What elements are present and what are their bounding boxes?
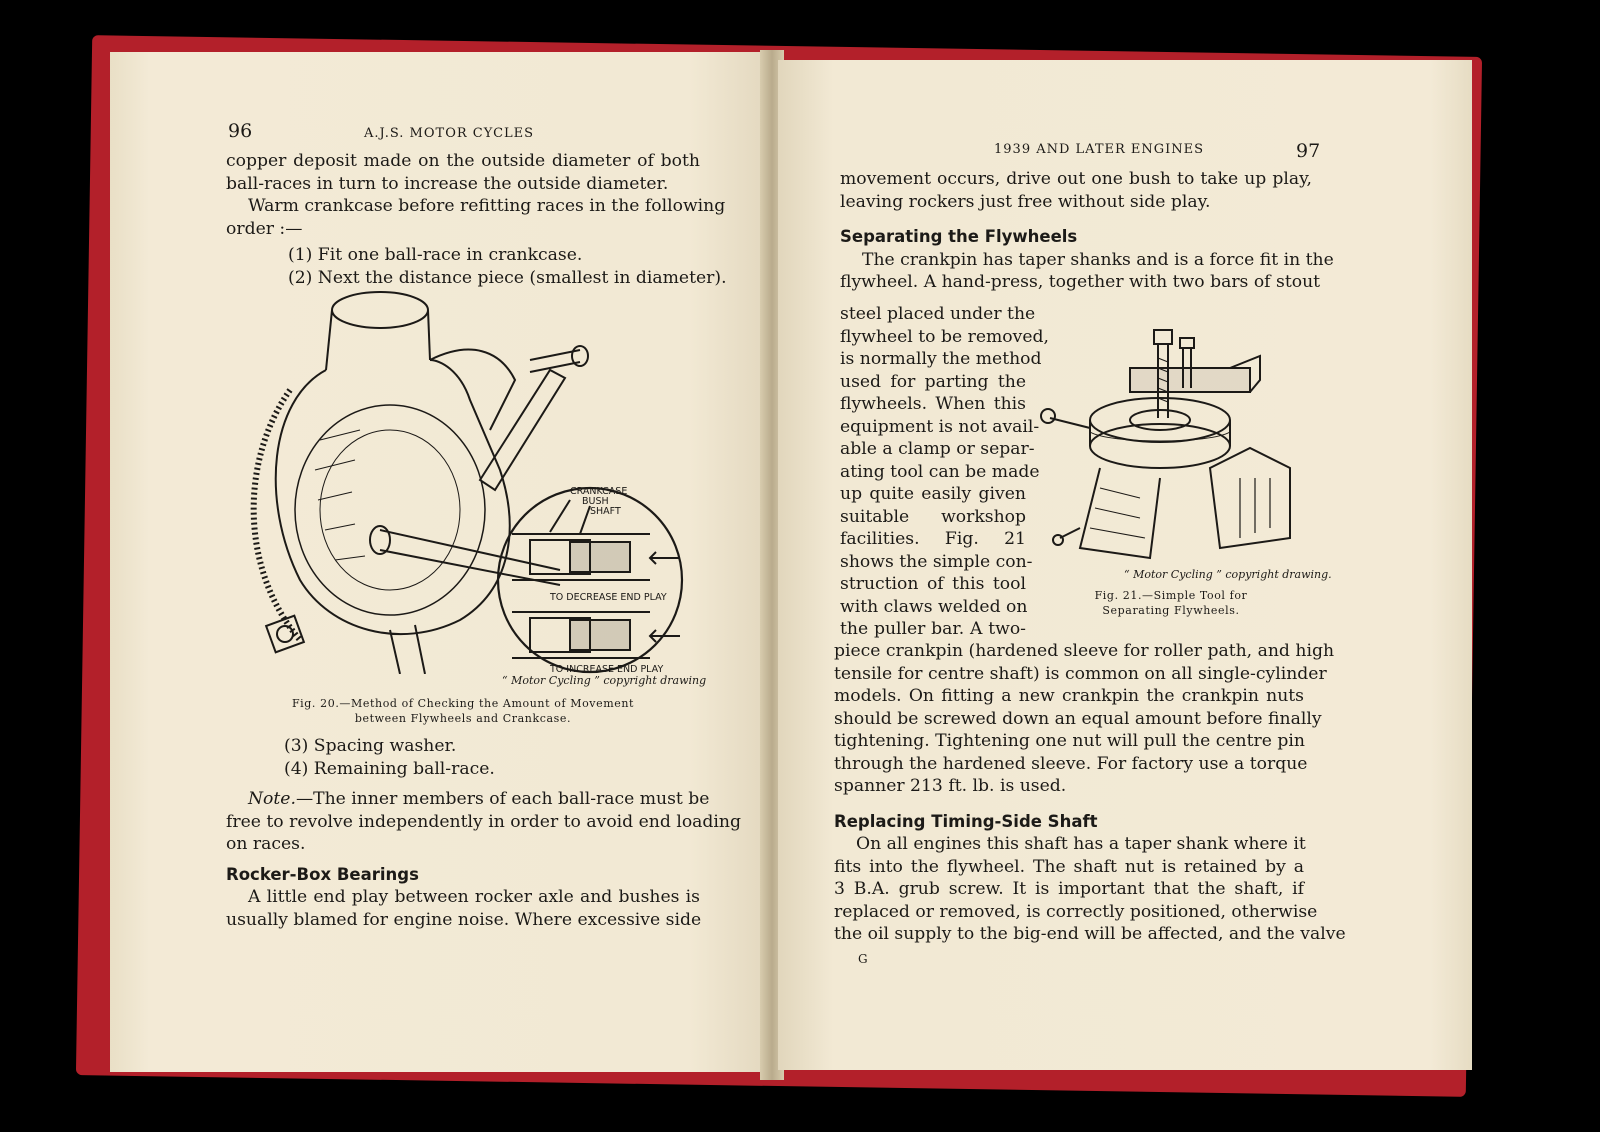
text-line: piece crankpin (hardened sleeve for roller path, and high — [834, 641, 1335, 661]
running-head: A.J.S. MOTOR CYCLES — [364, 126, 535, 141]
text-line: flywheel to be removed, — [840, 326, 1049, 347]
text-line: with claws welded on — [840, 596, 1028, 617]
text-line: the puller bar. A two- — [840, 619, 1026, 639]
text-line: usually blamed for engine noise. Where excessive side — [226, 909, 702, 930]
section-heading: Replacing Timing-Side Shaft — [834, 811, 1098, 831]
text-line: tightening. Tightening one nut will pull the centre pin — [834, 731, 1305, 751]
signature-mark: G — [858, 952, 868, 966]
text-line: fits into the flywheel. The shaft nut is retained by a — [834, 856, 1304, 877]
list-item: (4) Remaining ball-race. — [284, 758, 495, 779]
text-line: ball-races in turn to increase the outside diameter. — [226, 173, 669, 194]
text-line: spanner 213 ft. lb. is used. — [834, 776, 1067, 796]
text-line: steel placed under the — [840, 304, 1036, 324]
text-line: through the hardened sleeve. For factory use a torque — [834, 753, 1308, 774]
note-label: Note. — [248, 789, 296, 809]
text-line: is normally the method — [840, 349, 1042, 369]
figure-credit: “ Motor Cycling ” copyright drawing — [502, 674, 707, 687]
label-decrease-end-play: TO DECREASE END PLAY — [550, 592, 667, 603]
text-line: models. On fitting a new crankpin the crankpin nuts — [834, 686, 1304, 706]
text-line: Warm crankcase before refitting races in the following — [248, 196, 726, 216]
text-line: ating tool can be made — [840, 461, 1040, 482]
caption-line: Separating Flywheels. — [1102, 604, 1240, 617]
figure-20-crankcase-drawing — [230, 280, 700, 674]
section-heading: Separating the Flywheels — [840, 227, 1078, 246]
text-line: struction of this tool — [840, 574, 1026, 594]
text-line: copper deposit made on the outside diameter of both — [226, 151, 700, 171]
right-page — [778, 60, 1472, 1070]
text-block-bottom — [226, 735, 741, 931]
text-block-top — [840, 168, 1334, 294]
caption-line: Fig. 21.—Simple Tool for — [1094, 589, 1248, 602]
text-line: able a clamp or separ- — [840, 439, 1035, 459]
text-line: used for parting the — [840, 371, 1026, 392]
text-line: tensile for centre shaft) is common on all single-cylinder — [834, 663, 1327, 684]
figure-caption — [1046, 588, 1296, 618]
text-line: suitable workshop — [840, 506, 1026, 527]
text-line: on races. — [226, 834, 306, 854]
label-shaft: SHAFT — [590, 506, 621, 517]
running-head: 1939 AND LATER ENGINES — [994, 142, 1205, 157]
page-number: 97 — [1296, 140, 1321, 162]
list-item: (3) Spacing washer. — [284, 736, 457, 756]
text-line: shows the simple con- — [840, 551, 1033, 572]
figure-caption — [228, 696, 698, 726]
text-line: should be screwed down an equal amount before finally — [834, 708, 1322, 729]
caption-line: between Flywheels and Crankcase. — [354, 712, 572, 725]
text-line: 3 B.A. grub screw. It is important that the shaft, if — [834, 879, 1304, 899]
text-line: On all engines this shaft has a taper shank where it — [856, 834, 1306, 854]
text-block-bottom — [834, 640, 1346, 946]
label-bush: BUSH — [582, 496, 609, 507]
text-block-narrow — [840, 303, 1049, 641]
caption-line: Fig. 20.—Method of Checking the Amount of Movement — [291, 697, 635, 710]
text-line: leaving rockers just free without side play. — [840, 191, 1211, 212]
text-line: flywheels. When this — [840, 394, 1026, 414]
text-line: up quite easily given — [840, 484, 1026, 504]
text-line: movement occurs, drive out one bush to take up play, — [840, 169, 1312, 189]
text-line: The crankpin has taper shanks and is a force fit in the — [862, 249, 1334, 270]
label-increase-end-play: TO INCREASE END PLAY — [550, 664, 664, 674]
left-page — [110, 52, 768, 1072]
text-line: A little end play between rocker axle and bushes is — [248, 887, 700, 907]
text-line: replaced or removed, is correctly positioned, otherwise — [834, 901, 1318, 922]
list-item: (1) Fit one ball-race in crankcase. — [288, 245, 583, 265]
note-text: —The inner members of each ball-race must be — [295, 789, 710, 809]
text-line: equipment is not avail- — [840, 416, 1040, 437]
section-heading: Rocker-Box Bearings — [226, 864, 419, 884]
label-crankcase: CRANKCASE — [570, 486, 628, 497]
figure-21-flywheel-tool-drawing — [1040, 328, 1310, 568]
text-line: facilities. Fig. 21 — [840, 529, 1026, 549]
page-number: 96 — [228, 120, 253, 142]
text-line: the oil supply to the big-end will be affected, and the valve — [834, 924, 1346, 944]
figure-credit: “ Motor Cycling ” copyright drawing. — [1124, 568, 1332, 581]
text-block-top — [226, 150, 727, 289]
text-line: flywheel. A hand-press, together with two bars of stout — [840, 272, 1321, 292]
list-item: (2) Next the distance piece (smallest in diameter). — [288, 267, 727, 288]
text-line: free to revolve independently in order to avoid end loading — [226, 811, 741, 832]
text-line: order :— — [226, 218, 303, 239]
note-line — [226, 788, 710, 811]
